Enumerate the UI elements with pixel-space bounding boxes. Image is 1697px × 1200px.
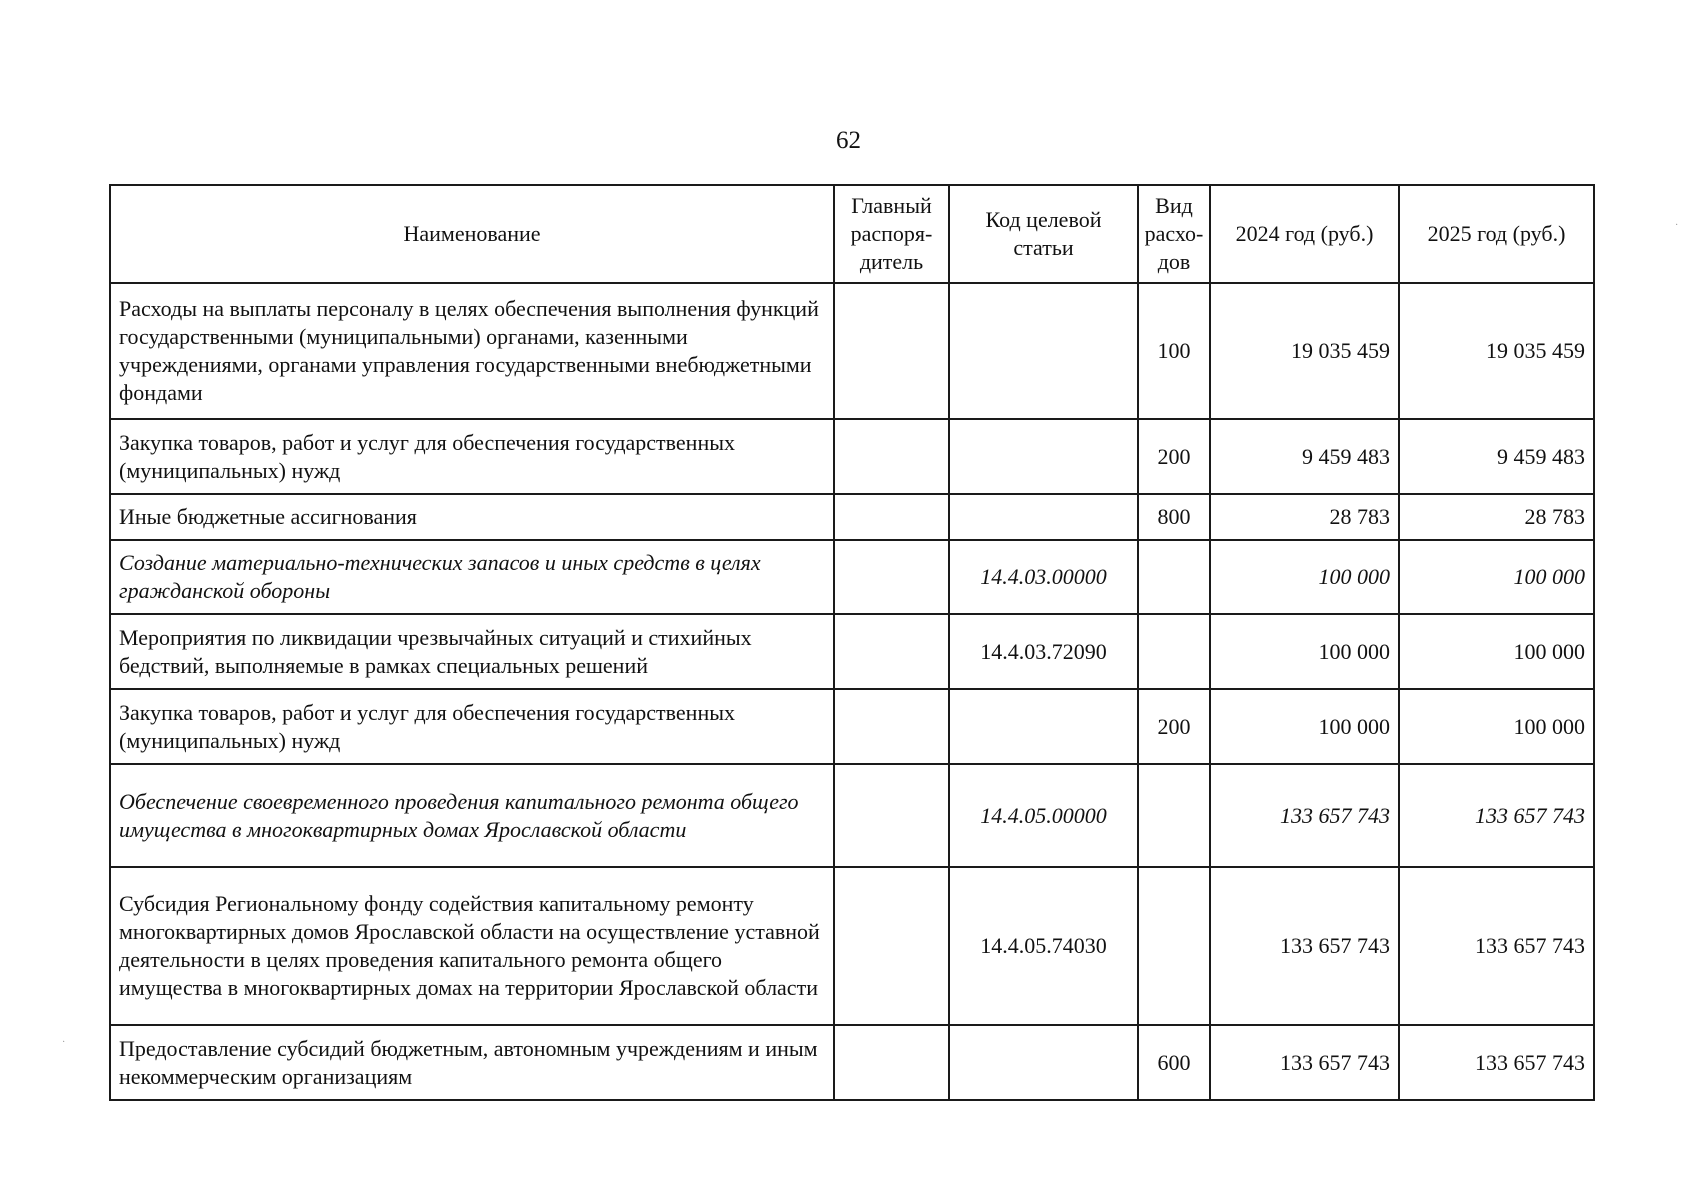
row-main-manager xyxy=(834,540,949,614)
row-target-code: 14.4.03.00000 xyxy=(949,540,1138,614)
row-target-code xyxy=(949,1025,1138,1100)
row-target-code xyxy=(949,689,1138,764)
header-year-2025: 2025 год (руб.) xyxy=(1399,185,1594,283)
budget-table xyxy=(109,184,1595,1101)
table-row xyxy=(110,614,1594,689)
row-main-manager xyxy=(834,1025,949,1100)
table-row xyxy=(110,1025,1594,1100)
row-target-code xyxy=(949,494,1138,540)
row-value-2025: 133 657 743 xyxy=(1399,1025,1594,1100)
row-name: Предоставление субсидий бюджетным, автономным учреждениям и иным некоммерческим организациям xyxy=(110,1025,834,1100)
row-value-2024: 133 657 743 xyxy=(1210,1025,1399,1100)
header-target-code: Код целевой статьи xyxy=(949,185,1138,283)
table-header-row xyxy=(110,185,1594,283)
row-value-2024: 100 000 xyxy=(1210,540,1399,614)
row-target-code: 14.4.03.72090 xyxy=(949,614,1138,689)
table-row xyxy=(110,283,1594,419)
row-expense-type: 800 xyxy=(1138,494,1210,540)
row-value-2024: 9 459 483 xyxy=(1210,419,1399,494)
row-target-code: 14.4.05.74030 xyxy=(949,867,1138,1025)
row-value-2024: 28 783 xyxy=(1210,494,1399,540)
row-value-2024: 100 000 xyxy=(1210,614,1399,689)
row-name: Закупка товаров, работ и услуг для обеспечения государственных (муниципальных) нужд xyxy=(110,419,834,494)
row-expense-type: 200 xyxy=(1138,689,1210,764)
header-year-2024: 2024 год (руб.) xyxy=(1210,185,1399,283)
row-name: Расходы на выплаты персоналу в целях обеспечения выполнения функций государственными (муниципальными) органами, казенными учреждениями, органами управления государственными внебюджетными фондами xyxy=(110,283,834,419)
row-value-2025: 133 657 743 xyxy=(1399,867,1594,1025)
row-value-2024: 100 000 xyxy=(1210,689,1399,764)
row-main-manager xyxy=(834,419,949,494)
table-row xyxy=(110,494,1594,540)
header-name: Наименование xyxy=(110,185,834,283)
row-main-manager xyxy=(834,614,949,689)
row-main-manager xyxy=(834,689,949,764)
row-expense-type xyxy=(1138,867,1210,1025)
row-name: Создание материально-технических запасов и иных средств в целях гражданской обороны xyxy=(110,540,834,614)
row-value-2025: 100 000 xyxy=(1399,689,1594,764)
row-name: Субсидия Региональному фонду содействия капитальному ремонту многоквартирных домов Ярославской области на осуществление уставной деятельности в целях проведения капитального ремонта общего имущества в многоквартирных домах на территории Ярославской области xyxy=(110,867,834,1025)
row-main-manager xyxy=(834,283,949,419)
scan-speck: · xyxy=(1675,220,1679,231)
row-expense-type xyxy=(1138,764,1210,867)
row-expense-type: 100 xyxy=(1138,283,1210,419)
header-expense-type: Вид расхо-дов xyxy=(1138,185,1210,283)
row-value-2025: 19 035 459 xyxy=(1399,283,1594,419)
row-value-2024: 133 657 743 xyxy=(1210,764,1399,867)
row-main-manager xyxy=(834,764,949,867)
table-row xyxy=(110,764,1594,867)
scan-speck: · xyxy=(62,1037,66,1048)
row-target-code xyxy=(949,283,1138,419)
row-expense-type: 200 xyxy=(1138,419,1210,494)
table-row xyxy=(110,689,1594,764)
row-value-2024: 19 035 459 xyxy=(1210,283,1399,419)
row-expense-type xyxy=(1138,540,1210,614)
row-value-2025: 100 000 xyxy=(1399,614,1594,689)
page-number: 62 xyxy=(836,127,861,154)
row-name: Закупка товаров, работ и услуг для обеспечения государственных (муниципальных) нужд xyxy=(110,689,834,764)
table-row xyxy=(110,867,1594,1025)
row-expense-type xyxy=(1138,614,1210,689)
row-main-manager xyxy=(834,867,949,1025)
row-name: Иные бюджетные ассигнования xyxy=(110,494,834,540)
row-value-2024: 133 657 743 xyxy=(1210,867,1399,1025)
header-main-manager: Главный распоря-дитель xyxy=(834,185,949,283)
row-name: Мероприятия по ликвидации чрезвычайных ситуаций и стихийных бедствий, выполняемые в рамках специальных решений xyxy=(110,614,834,689)
row-name: Обеспечение своевременного проведения капитального ремонта общего имущества в многоквартирных домах Ярославской области xyxy=(110,764,834,867)
row-value-2025: 100 000 xyxy=(1399,540,1594,614)
table-row xyxy=(110,540,1594,614)
row-value-2025: 133 657 743 xyxy=(1399,764,1594,867)
row-value-2025: 28 783 xyxy=(1399,494,1594,540)
row-target-code: 14.4.05.00000 xyxy=(949,764,1138,867)
table-row xyxy=(110,419,1594,494)
row-main-manager xyxy=(834,494,949,540)
row-expense-type: 600 xyxy=(1138,1025,1210,1100)
row-value-2025: 9 459 483 xyxy=(1399,419,1594,494)
row-target-code xyxy=(949,419,1138,494)
